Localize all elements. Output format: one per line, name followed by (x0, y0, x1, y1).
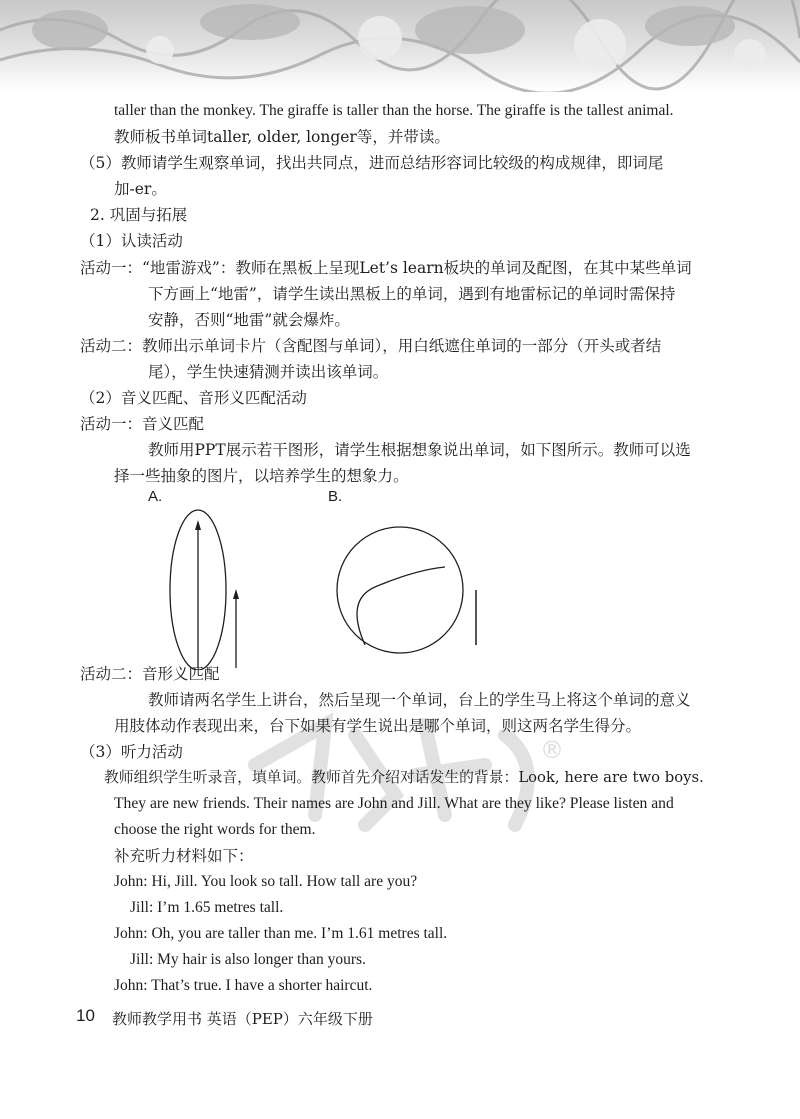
text-line: 用肢体动作表现出来，台下如果有学生说出是哪个单词，则这两名学生得分。 (114, 717, 642, 735)
text-line: 尾），学生快速猜测并读出该单词。 (148, 363, 389, 381)
text-line: 加-er。 (114, 180, 167, 198)
dialogue-line: John: That’s true. I have a shorter haircut. (114, 977, 373, 994)
footer-book-title: 教师教学用书 英语（PEP）六年级下册 (112, 1010, 373, 1028)
text-line: 教师请两名学生上讲台，然后呈现一个单词，台上的学生马上将这个单词的意义 (148, 691, 691, 709)
text-line: choose the right words for them. (114, 821, 316, 838)
subsection-heading: （1）认读活动 (80, 232, 183, 250)
text-line: 教师组织学生听录音，填单词。教师首先介绍对话发生的背景：Look, here are two boys. (104, 769, 704, 786)
dialogue-line: John: Hi, Jill. You look so tall. How tall are you? (114, 873, 418, 890)
figure-b-circle-curve (335, 505, 495, 675)
text-line: 活动二：教师出示单词卡片（含配图与单词），用白纸遮住单词的一部分（开头或者结 (80, 337, 662, 355)
figure-a-ellipse-arrows (160, 500, 270, 670)
text-line: 活动一：“地雷游戏”：教师在黑板上呈现Let’s learn板块的单词及配图，在其中某些单词 (80, 259, 692, 277)
text-line: 活动一：音义匹配 (80, 415, 205, 433)
figure-b-label: B. (328, 488, 343, 505)
section-heading: 2. 巩固与拓展 (90, 206, 188, 224)
page-number: 10 (76, 1006, 95, 1025)
text-line: taller than the monkey. The giraffe is taller than the horse. The giraffe is the tallest animal. (114, 102, 674, 119)
figure-a-label: A. (148, 488, 163, 505)
text-line: 安静，否则“地雷”就会爆炸。 (148, 311, 350, 329)
text-line: 择一些抽象的图片，以培养学生的想象力。 (114, 467, 409, 485)
registered-trademark-mark: ® (540, 736, 564, 764)
text-line: （5）教师请学生观察单词，找出共同点，进而总结形容词比较级的构成规律，即词尾 (80, 154, 664, 172)
text-line: 活动二：音形义匹配 (80, 665, 220, 683)
decorative-floral-banner (0, 0, 800, 92)
dialogue-line: Jill: I’m 1.65 metres tall. (130, 899, 284, 916)
text-line: 教师板书单词taller, older, longer等，并带读。 (114, 128, 450, 146)
dialogue-line: John: Oh, you are taller than me. I’m 1.61 metres tall. (114, 925, 448, 942)
dialogue-line: Jill: My hair is also longer than yours. (130, 951, 366, 968)
text-line: 教师用PPT展示若干图形，请学生根据想象说出单词，如下图所示。教师可以选 (148, 441, 691, 459)
subsection-heading: （2）音义匹配、音形义匹配活动 (80, 389, 307, 407)
text-line: They are new friends. Their names are John and Jill. What are they like? Please listen and (114, 795, 674, 812)
text-line: 补充听力材料如下： (114, 847, 254, 865)
text-line: 下方画上“地雷”，请学生读出黑板上的单词，遇到有地雷标记的单词时需保持 (148, 285, 676, 303)
subsection-heading: （3）听力活动 (80, 743, 183, 761)
